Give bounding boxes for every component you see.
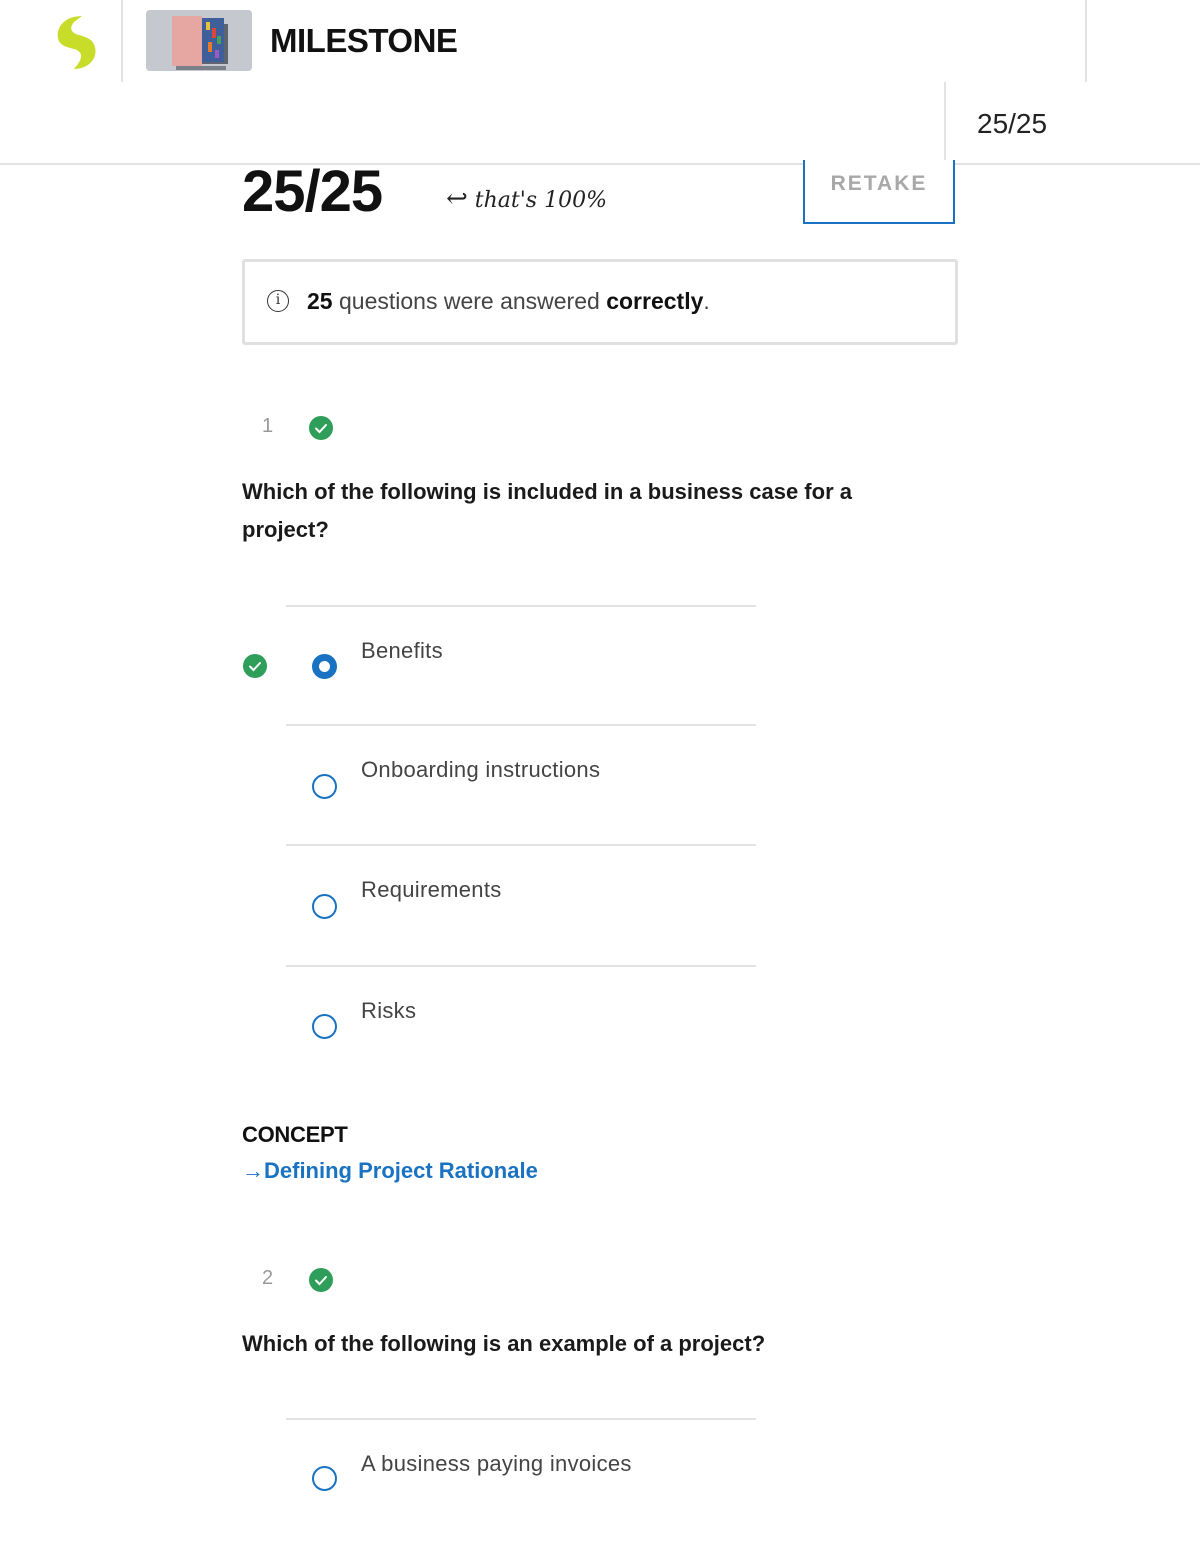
info-emphasis: correctly bbox=[606, 288, 704, 314]
result-info-text bbox=[307, 288, 710, 315]
score-annotation-text: that's 100% bbox=[474, 188, 607, 213]
option-label[interactable]: A business paying invoices bbox=[361, 1451, 632, 1476]
header-bottom-border bbox=[0, 163, 1200, 165]
option-label[interactable]: Onboarding instructions bbox=[361, 757, 601, 782]
brand-logo-icon[interactable] bbox=[52, 14, 100, 70]
option-divider bbox=[286, 844, 756, 846]
option-label[interactable]: Requirements bbox=[361, 877, 502, 902]
question-number: 2 bbox=[262, 1267, 274, 1289]
option-radio[interactable] bbox=[312, 1466, 337, 1491]
concept-link-text[interactable]: Defining Project Rationale bbox=[264, 1158, 538, 1183]
option-radio[interactable] bbox=[312, 774, 337, 799]
question-text: Which of the following is an example of a project? bbox=[242, 1331, 766, 1356]
option-divider bbox=[286, 1418, 756, 1420]
info-text-middle: questions were answered bbox=[332, 288, 607, 314]
score-panel-divider bbox=[944, 82, 946, 164]
question-text: Which of the following is included in a business case for a project? bbox=[242, 479, 852, 542]
header-divider-left bbox=[121, 0, 123, 82]
option-divider bbox=[286, 965, 756, 967]
option-radio-selected[interactable] bbox=[312, 654, 337, 679]
score-annotation bbox=[446, 184, 607, 214]
final-score: 25/25 bbox=[242, 159, 383, 224]
arrow-right-icon: → bbox=[242, 1158, 264, 1183]
question-number: 1 bbox=[262, 415, 274, 437]
course-thumbnail-image[interactable] bbox=[146, 10, 252, 71]
correct-check-icon bbox=[309, 416, 333, 440]
option-label[interactable]: Benefits bbox=[361, 638, 443, 663]
option-divider bbox=[286, 724, 756, 726]
concept-link[interactable] bbox=[242, 1158, 538, 1184]
header-score: 25/25 bbox=[977, 108, 1048, 139]
retake-button[interactable]: RETAKE bbox=[803, 160, 955, 224]
arrow-left-icon: ↩ bbox=[446, 184, 468, 214]
option-radio[interactable] bbox=[312, 1014, 337, 1039]
correct-check-icon bbox=[309, 1268, 333, 1292]
answer-correct-check-icon bbox=[243, 654, 267, 678]
option-radio[interactable] bbox=[312, 894, 337, 919]
info-text-end: . bbox=[703, 288, 710, 314]
option-divider bbox=[286, 605, 756, 607]
header-divider-right bbox=[1085, 0, 1087, 82]
option-label[interactable]: Risks bbox=[361, 998, 417, 1023]
course-title: MILESTONE bbox=[270, 22, 458, 59]
result-info-banner bbox=[242, 259, 958, 345]
concept-heading: CONCEPT bbox=[242, 1122, 348, 1147]
correct-count: 25 bbox=[307, 288, 333, 314]
info-icon: i bbox=[267, 290, 289, 312]
